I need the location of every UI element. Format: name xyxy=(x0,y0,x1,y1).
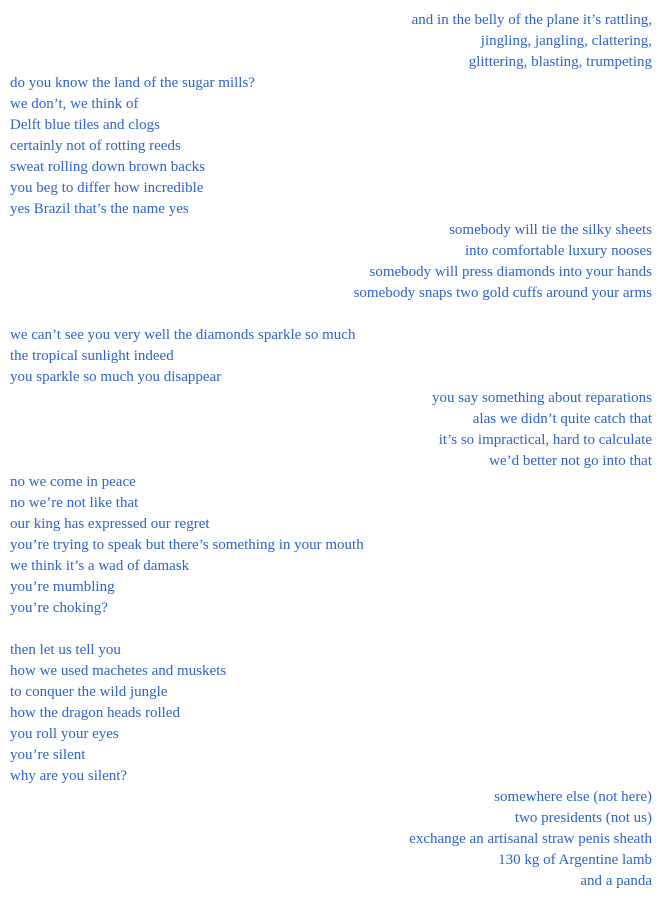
poem-text xyxy=(10,10,652,892)
poem-line: you beg to differ how incredible xyxy=(10,180,204,196)
stanza-left xyxy=(10,325,652,388)
stanza-right xyxy=(10,10,652,73)
poem-line: exchange an artisanal straw penis sheath xyxy=(409,831,652,847)
stanza-left xyxy=(10,472,652,619)
poem-line: somebody snaps two gold cuffs around your arms xyxy=(353,285,652,301)
poem-line: you’re choking? xyxy=(10,600,108,616)
stanza-right xyxy=(10,220,652,304)
stanza-left xyxy=(10,73,652,220)
poem-line: yes Brazil that’s the name yes xyxy=(10,201,189,217)
poem-line: you’re mumbling xyxy=(10,579,115,595)
poem-line: no we come in peace xyxy=(10,474,136,490)
poem-line: into comfortable luxury nooses xyxy=(464,243,652,259)
stanza-gap xyxy=(10,304,652,325)
poem-line: we think it’s a wad of damask xyxy=(10,558,190,574)
poem-line: to conquer the wild jungle xyxy=(10,684,168,700)
poem-line: you sparkle so much you disappear xyxy=(10,369,222,385)
poem-line: how the dragon heads rolled xyxy=(10,705,180,721)
poem-line: we don’t, we think of xyxy=(10,96,139,112)
poem-line: the tropical sunlight indeed xyxy=(10,348,174,364)
poem-line: Delft blue tiles and clogs xyxy=(10,117,160,133)
poem-line: then let us tell you xyxy=(10,642,121,658)
poem-line: and in the belly of the plane it’s rattling, xyxy=(411,12,652,28)
poem-line: somebody will tie the silky sheets xyxy=(449,222,652,238)
poem-line: somebody will press diamonds into your hands xyxy=(369,264,652,280)
stanza-gap xyxy=(10,619,652,640)
poem-line: it’s so impractical, hard to calculate xyxy=(438,432,652,448)
poem-line: jingling, jangling, clattering, xyxy=(480,33,652,49)
poem-line: two presidents (not us) xyxy=(514,810,652,826)
poem-line: 130 kg of Argentine lamb xyxy=(498,852,652,868)
poem-line: why are you silent? xyxy=(10,768,128,784)
poem-line: we can’t see you very well the diamonds sparkle so much xyxy=(10,327,356,343)
poem-line: our king has expressed our regret xyxy=(10,516,210,532)
poem-line: sweat rolling down brown backs xyxy=(10,159,205,175)
poem-line: no we’re not like that xyxy=(10,495,139,511)
poem-line: we’d better not go into that xyxy=(489,453,652,469)
poem-line: you say something about reparations xyxy=(432,390,652,406)
poem-line: certainly not of rotting reeds xyxy=(10,138,181,154)
poem-line: you’re silent xyxy=(10,747,86,763)
poem-line: glittering, blasting, trumpeting xyxy=(468,54,652,70)
poem-line: how we used machetes and muskets xyxy=(10,663,227,679)
poem-line: and a panda xyxy=(580,873,652,889)
poem-line: you’re trying to speak but there’s something in your mouth xyxy=(10,537,364,553)
stanza-right xyxy=(10,388,652,472)
poem-line: alas we didn’t quite catch that xyxy=(472,411,652,427)
stanza-left xyxy=(10,640,652,787)
poem-line: somewhere else (not here) xyxy=(494,789,652,805)
poem-line: do you know the land of the sugar mills? xyxy=(10,75,255,91)
poem-line: you roll your eyes xyxy=(10,726,119,742)
stanza-right xyxy=(10,787,652,892)
